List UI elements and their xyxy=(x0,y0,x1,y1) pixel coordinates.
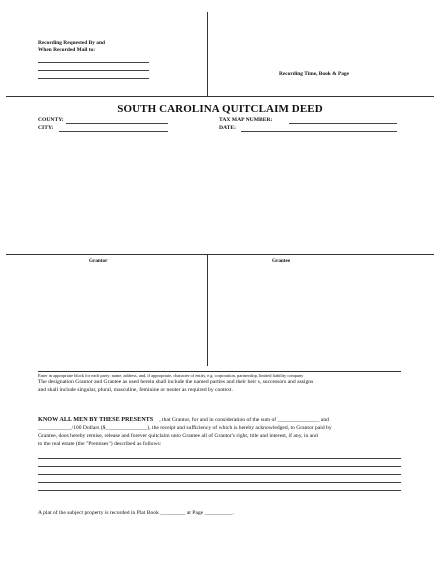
designation-text-1: The designation Grantor and Grantee as used herein shall include the named parties and their heir s, successors and assigns xyxy=(38,379,314,385)
consideration-line-4: to the real estate (the "Premises") described as follows: xyxy=(38,441,162,447)
consideration-line-2: ____________/100 Dollars ($_______________), the receipt and sufficiency of which is hereby acknowledged, to Grantor paid by xyxy=(38,425,332,431)
know-all-men-heading: KNOW ALL MEN BY THESE PRESENTS xyxy=(38,416,154,423)
mail-to-line-2[interactable] xyxy=(38,70,149,71)
county-label: COUNTY: xyxy=(38,117,64,123)
parties-bottom-rule xyxy=(38,371,401,372)
parties-divider xyxy=(207,254,208,366)
recording-requested-label: Recording Requested By and When Recorded Mail to: xyxy=(38,40,105,53)
deed-title: SOUTH CAROLINA QUITCLAIM DEED xyxy=(117,103,323,115)
grantor-label: Grantor xyxy=(89,258,108,264)
grantee-box[interactable] xyxy=(209,266,434,366)
designation-text-2: and shall include singular, plural, masculine, feminine or neuter as required by context. xyxy=(38,387,233,393)
description-line[interactable] xyxy=(38,490,401,491)
plat-statement: A plat of the subject property is recorded in Plat Book _________ at Page __________. xyxy=(38,510,234,516)
consideration-text: , that Grantor, for and in consideration of the sum of _______________ and xyxy=(159,417,329,423)
county-line[interactable] xyxy=(66,123,168,124)
city-line[interactable] xyxy=(59,131,168,132)
description-line[interactable] xyxy=(38,466,401,467)
grantee-label: Grantee xyxy=(272,258,291,264)
block-instructions: Enter in appropriate block for each party: name, address, and, if appropriate, character of entity, e.g. corporation, partnership, limited liability company xyxy=(38,373,304,378)
date-label: DATE: xyxy=(219,125,236,131)
city-label: CITY: xyxy=(38,125,54,131)
grantor-box[interactable] xyxy=(6,266,206,366)
parties-top-rule xyxy=(6,254,434,255)
header-bottom-rule xyxy=(6,96,434,97)
mail-to-line-3[interactable] xyxy=(38,78,149,79)
tax-map-line[interactable] xyxy=(289,123,397,124)
recording-time-label: Recording Time, Book & Page xyxy=(279,71,350,77)
consideration-line-3: Grantee, does hereby remise, release and forever quitclaim unto Grantee all of Grantor's right, title and interest, if any, in and xyxy=(38,433,318,439)
description-line[interactable] xyxy=(38,474,401,475)
tax-map-label: TAX MAP NUMBER: xyxy=(219,117,273,123)
description-line[interactable] xyxy=(38,458,401,459)
header-divider xyxy=(207,12,208,96)
description-line[interactable] xyxy=(38,482,401,483)
mail-to-line-1[interactable] xyxy=(38,62,149,63)
date-line[interactable] xyxy=(241,131,397,132)
